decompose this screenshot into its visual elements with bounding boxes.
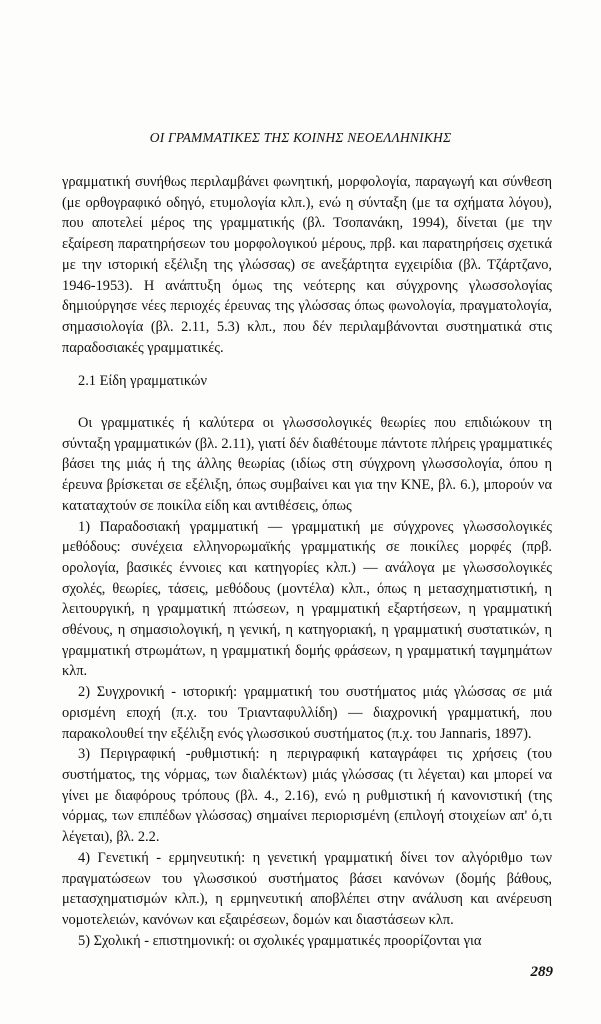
paragraph-item-3-descriptive: 3) Περιγραφική -ρυθμιστική: η περιγραφική καταγράφει τις χρήσεις (του συστήματος, της νόρμας, των διαλέκτων) μιάς γλώσσας (τι λέγεται) και μπορεί να γίνει με διαφόρους τρόπους (βλ. 4., 2.16), ενώ η ρυθμιστική ή κανονιστική (της νόρμας, των επιπέδων γλώσσας) σημαίνει περιορισμένη (επιλογή στοιχείων απ' ό,τι λέγεται), βλ. 2.2.: [62, 746, 552, 846]
running-head-title: ΟΙ ΓΡΑΜΜΑΤΙΚΕΣ ΤΗΣ ΚΟΙΝΗΣ ΝΕΟΕΛΛΗΝΙΚΗΣ: [149, 130, 452, 145]
paragraph-intro-continuation: γραμματική συνήθως περιλαμβάνει φωνητική, μορφολογία, παραγωγή και σύνθεση (με ορθογραφικό οδηγό, ετυμολογία κλπ.), ενώ η σύνταξη (με τα σχήματα λόγου), που αποτελεί μέρος της γραμματικής (βλ. Τσοπανάκη, 1994), δίνεται (με την εξαίρεση παρατηρήσεων του μορφολογικού μέρους, πρβ. και παρατηρήσεις σχετικά με την ιστορική εξέλιξη της γλώσσας) σε ανεξάρτητα εγχειρίδια (βλ. Τζάρτζανο, 1946-1953). Η ανάπτυξη όμως της νεότερης και σύγχρονης γλωσσολογίας δημιούργησε νέες περιοχές έρευνας της γλώσσας όπως φωνολογία, πραγματολογία, σημασιολογία (βλ. 2.11, 5.3) κλπ., που δέν περιλαμβάνονται συστηματικά στις παραδοσιακές γραμματικές.: [62, 174, 552, 356]
paragraph-item-1-traditional: 1) Παραδοσιακή γραμματική — γραμματική με σύγχρονες γλωσσολογικές μεθόδους: συνέχεια ελληνορωμαϊκής γραμματικής σε ποικίλες μορφές (πρβ. ορολογία, βασικές έννοιες και κατηγορίες κλπ.) — ανάλογα με γλωσσολογικές σχολές, θεωρίες, τάσεις, μεθόδους (μοντέλα) κλπ., όπως η μετασχηματιστική, η λειτουργική, η γραμματική πτώσεων, η γραμματική εξαρτήσεων, η γραμματική σθένους, η σημασιολογική, η γενική, η κατηγοριακή, η γραμματική συστατικών, η γραμματική στρωμάτων, η γραμματική δομής φράσεων, η γραμματική ταγμημάτων κλπ.: [62, 518, 552, 680]
paragraph-item-2-synchronic: 2) Συγχρονική - ιστορική: γραμματική του συστήματος μιάς γλώσσας σε μιά ορισμένη εποχή (π.χ. του Τριανταφυλλίδη) — διαχρονική γραμματική, που παρακολουθεί την εξέλιξη ενός γλωσσικού συστήματος (π.χ. του Jannaris, 1897).: [62, 684, 552, 742]
paragraph-item-5-school: 5) Σχολική - επιστημονική: οι σχολικές γραμματικές προορίζονται για: [78, 932, 482, 949]
section-heading: 2.1 Είδη γραμματικών: [78, 373, 207, 390]
page-number: 289: [530, 964, 553, 980]
paragraph-types-of-grammars: Οι γραμματικές ή καλύτερα οι γλωσσολογικές θεωρίες που επιδιώκουν τη σύνταξη γραμματικών (βλ. 2.11), γιατί δέν διαθέτουμε πάντοτε πλήρεις γραμματικές βάσει της μιάς ή της άλλης θεωρίας (ιδίως στη σύγχρονη γλωσσολογία, όπου η έρευνα βρίσκεται σε εξέλιξη, όπως συμβαίνει και για την ΚΝΕ, βλ. 6.), μπορούν να καταταχτούν σε ποικίλα είδη και αντιθέσεις, όπως: [62, 415, 552, 514]
page-body-text: [62, 172, 552, 951]
paragraph-item-4-generative: 4) Γενετική - ερμηνευτική: η γενετική γραμματική δίνει τον αλγόριθμο των πραγματώσεων του γλωσσικού συστήματος βάσει κανόνων (δομής βάθους, μετασχηματισμών κλπ.), η ερμηνευτική αποβλέπει στην ανάλυση και ανέρευση νομοτελειών, κανόνων και εξαιρέσεων, δομών και διαστάσεων κλπ.: [62, 849, 552, 928]
